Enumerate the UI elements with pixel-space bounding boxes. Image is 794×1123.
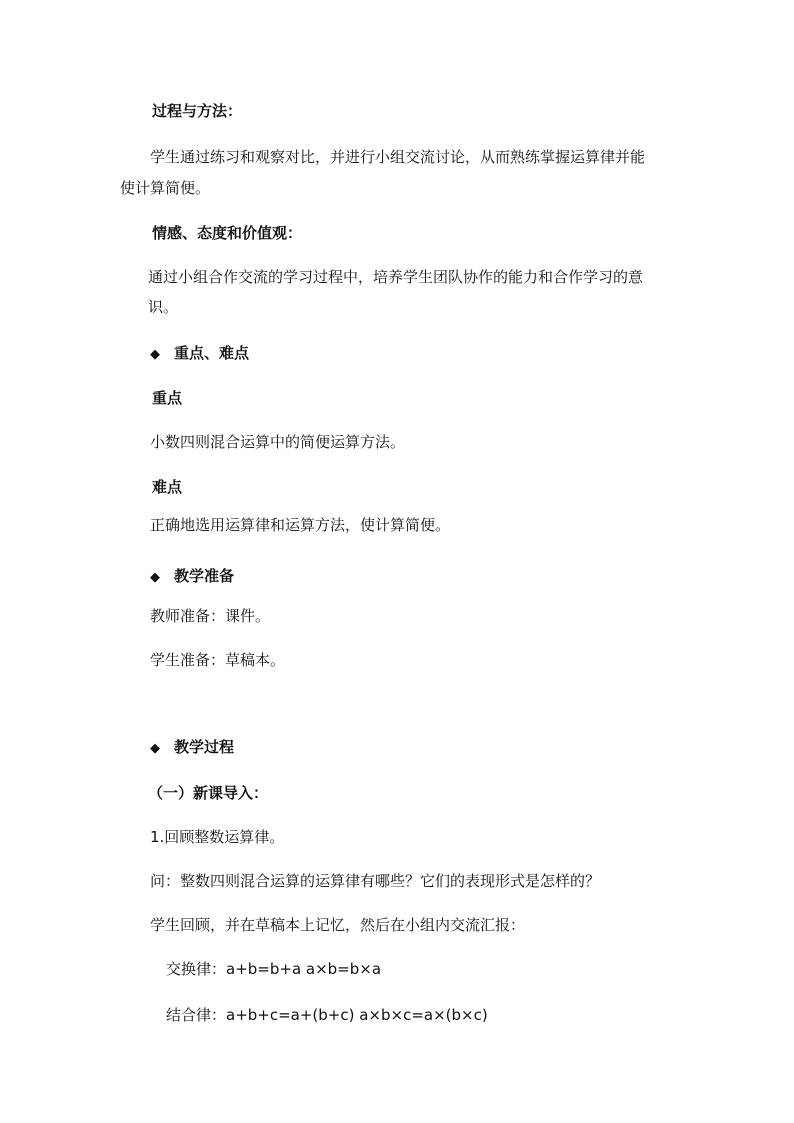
paragraph-emotion-line-1: 通过小组合作交流的学习过程中，培养学生团队协作的能力和合作学习的意: [148, 268, 644, 286]
heading-intro: （一）新课导入：: [148, 784, 269, 802]
paragraph-key: 小数四则混合运算中的简便运算方法。: [150, 433, 406, 451]
bullet-diamond-icon: ◆: [150, 741, 160, 756]
heading-process: [150, 737, 234, 759]
heading-prep-text: 教学准备: [174, 567, 235, 585]
paragraph-prep-student: 学生准备：草稿本。: [150, 651, 286, 669]
paragraph-prep-teacher: 教师准备：课件。: [150, 607, 271, 625]
paragraph-process-line-2: 使计算简便。: [120, 179, 211, 197]
bullet-diamond-icon: ◆: [150, 570, 160, 585]
heading-key-difficult: [150, 343, 249, 365]
heading-difficult: 难点: [152, 478, 183, 496]
paragraph-emotion-line-2: 识。: [148, 298, 179, 316]
paragraph-item-1: 1.回顾整数运算律。: [150, 828, 285, 846]
bullet-diamond-icon: ◆: [150, 347, 160, 362]
heading-key-difficult-text: 重点、难点: [174, 344, 250, 362]
paragraph-question: 问：整数四则混合运算的运算律有哪些？它们的表现形式是怎样的？: [150, 872, 601, 890]
heading-process-text: 教学过程: [174, 738, 235, 756]
heading-emotion: 情感、态度和价值观：: [152, 224, 303, 242]
paragraph-commutative-law: 交换律：a+b=b+a a×b=b×a: [166, 960, 382, 978]
paragraph-difficult: 正确地选用运算律和运算方法，使计算简便。: [150, 516, 451, 534]
paragraph-process-line-1: 学生通过练习和观察对比，并进行小组交流讨论，从而熟练掌握运算律并能: [150, 148, 646, 166]
heading-key: 重点: [152, 389, 183, 407]
paragraph-associative-law: 结合律：a+b+c=a+(b+c) a×b×c=a×(b×c): [166, 1006, 488, 1024]
heading-process-method: 过程与方法：: [152, 102, 243, 120]
heading-prep: [150, 566, 234, 588]
paragraph-review: 学生回顾，并在草稿本上记忆，然后在小组内交流汇报：: [150, 916, 526, 934]
